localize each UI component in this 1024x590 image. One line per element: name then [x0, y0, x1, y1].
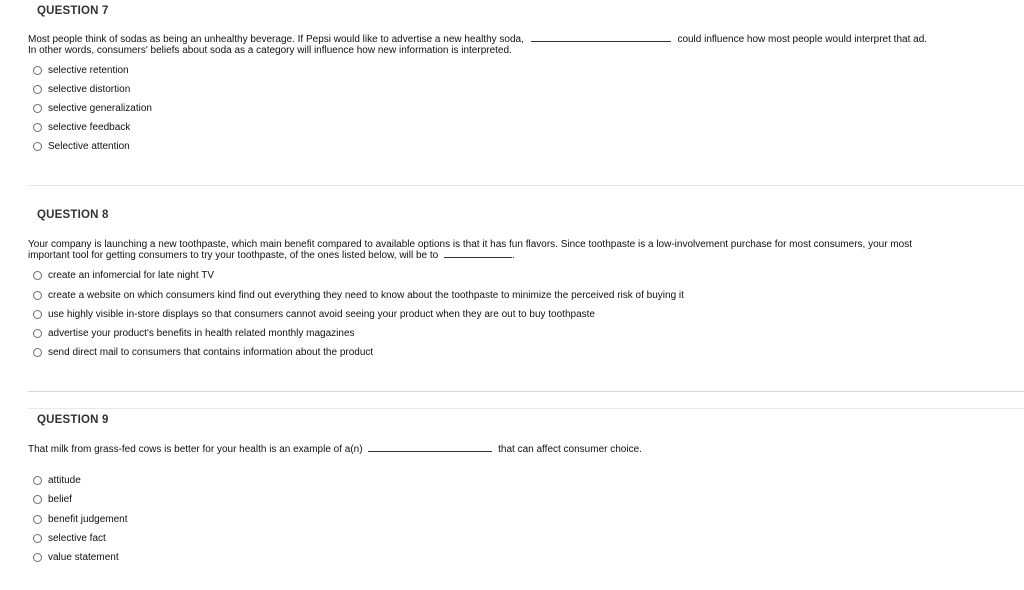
question-7-title: QUESTION 7 — [37, 5, 109, 17]
section-divider — [28, 408, 1024, 409]
radio-button[interactable] — [33, 534, 42, 543]
radio-button[interactable] — [33, 515, 42, 524]
q8-option-website[interactable] — [33, 289, 684, 302]
option-label: advertise your product's benefits in health related monthly magazines — [48, 328, 355, 339]
question-9-text-part1: That milk from grass-fed cows is better for your health is an example of a(n) — [28, 444, 363, 455]
q9-option-benefit-judgement[interactable] — [33, 513, 128, 526]
q8-option-in-store-displays[interactable] — [33, 308, 595, 321]
q9-option-selective-fact[interactable] — [33, 532, 106, 545]
option-label: benefit judgement — [48, 514, 128, 525]
q7-option-selective-distortion[interactable] — [33, 83, 130, 96]
option-label: create an infomercial for late night TV — [48, 270, 215, 281]
radio-button[interactable] — [33, 85, 42, 94]
option-label: selective retention — [48, 65, 129, 76]
radio-button[interactable] — [33, 329, 42, 338]
radio-button[interactable] — [33, 553, 42, 562]
question-8-text — [28, 239, 1018, 261]
option-label: create a website on which consumers kind find out everything they need to know about the toothpaste to minimize the perceived risk of buying it — [48, 290, 684, 301]
question-8-text-end: . — [512, 250, 515, 261]
option-label: belief — [48, 494, 72, 505]
question-9-text — [28, 444, 1018, 455]
question-9-blank — [368, 450, 492, 452]
option-label: use highly visible in-store displays so that consumers cannot avoid seeing your product when they are out to buy toothpaste — [48, 309, 595, 320]
question-7-text-part1: Most people think of sodas as being an unhealthy beverage. If Pepsi would like to advertise a new healthy soda, — [28, 34, 524, 45]
radio-button[interactable] — [33, 66, 42, 75]
radio-button[interactable] — [33, 104, 42, 113]
question-7-text — [28, 34, 1018, 56]
section-divider — [28, 391, 1024, 392]
q8-option-direct-mail[interactable] — [33, 346, 373, 359]
question-9-text-part2: that can affect consumer choice. — [498, 444, 642, 455]
radio-button[interactable] — [33, 495, 42, 504]
q9-option-belief[interactable] — [33, 493, 72, 506]
radio-button[interactable] — [33, 123, 42, 132]
question-7-text-part2: could influence how most people would interpret that ad. — [677, 34, 928, 45]
section-divider — [28, 185, 1024, 186]
radio-button[interactable] — [33, 142, 42, 151]
question-8-title: QUESTION 8 — [37, 209, 109, 221]
radio-button[interactable] — [33, 348, 42, 357]
option-label: selective fact — [48, 533, 106, 544]
q7-option-selective-feedback[interactable] — [33, 121, 130, 134]
question-7-blank — [531, 40, 671, 42]
q9-option-value-statement[interactable] — [33, 551, 119, 564]
option-label: selective generalization — [48, 103, 152, 114]
radio-button[interactable] — [33, 291, 42, 300]
radio-button[interactable] — [33, 271, 42, 280]
option-label: value statement — [48, 552, 119, 563]
question-9-title: QUESTION 9 — [37, 414, 109, 426]
q8-option-magazines[interactable] — [33, 327, 355, 340]
option-label: selective distortion — [48, 84, 131, 95]
q9-option-attitude[interactable] — [33, 474, 81, 487]
q8-option-infomercial[interactable] — [33, 269, 214, 282]
q7-option-selective-generalization[interactable] — [33, 102, 152, 115]
question-7-text-line2: In other words, consumers' beliefs about soda as a category will influence how new information is interpreted. — [28, 45, 512, 56]
radio-button[interactable] — [33, 476, 42, 485]
question-8-text-line2: important tool for getting consumers to try your toothpaste, of the ones listed below, will be to — [28, 250, 439, 261]
question-8-blank — [444, 256, 512, 258]
question-8-text-line1: Your company is launching a new toothpaste, which main benefit compared to available options is that it has fun flavors. Since toothpaste is a low-involvement purchase for most consumers, your most — [28, 239, 912, 250]
q7-option-selective-retention[interactable] — [33, 64, 129, 77]
option-label: Selective attention — [48, 141, 130, 152]
option-label: send direct mail to consumers that contains information about the product — [48, 347, 374, 358]
option-label: selective feedback — [48, 122, 131, 133]
option-label: attitude — [48, 475, 81, 486]
q7-option-selective-attention[interactable] — [33, 140, 130, 153]
radio-button[interactable] — [33, 310, 42, 319]
